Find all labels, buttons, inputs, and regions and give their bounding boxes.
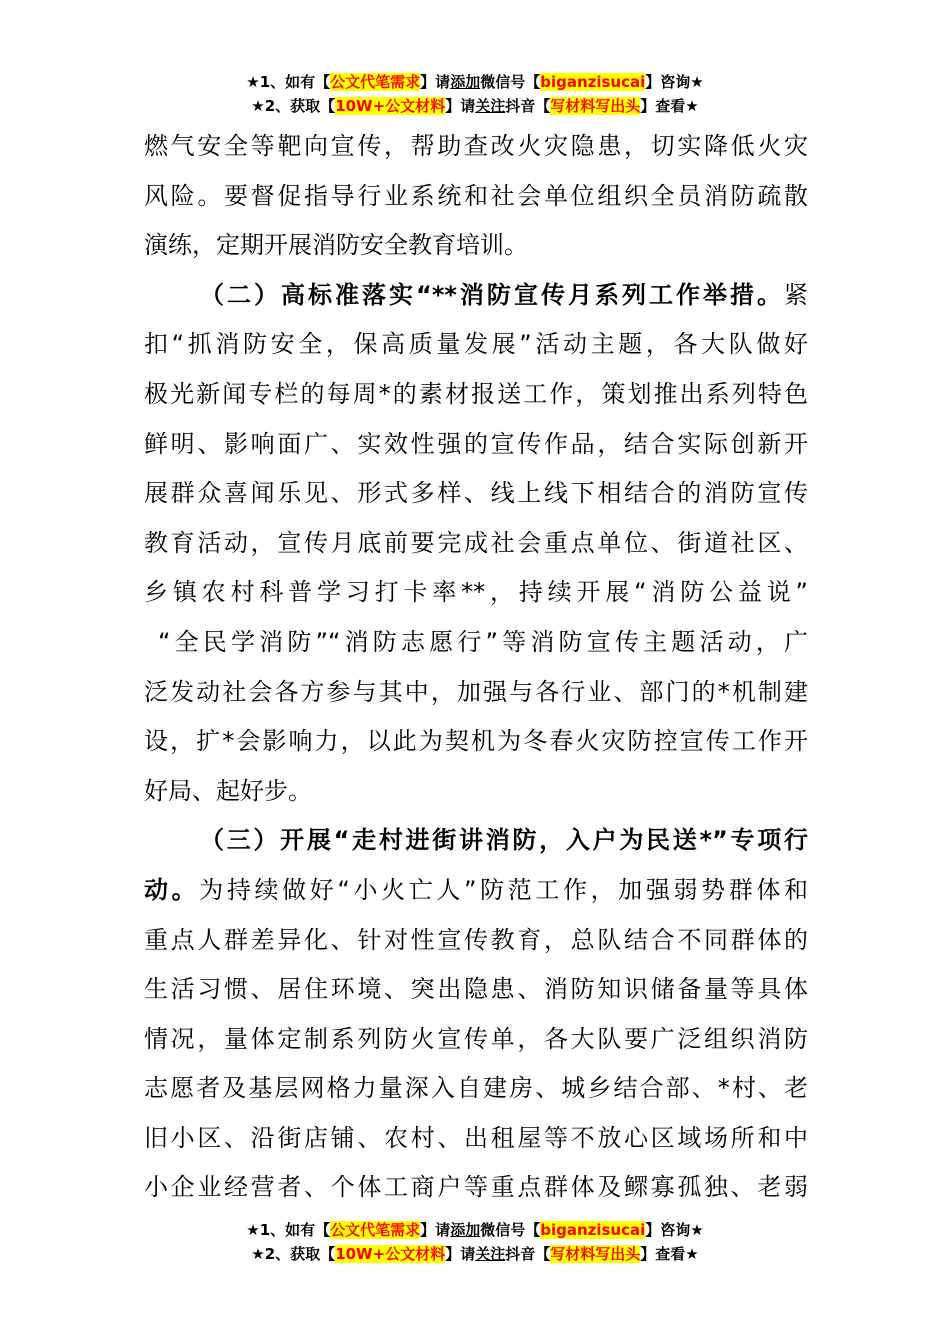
banner-text: 微信号【: [480, 73, 541, 91]
banner-line-2: [0, 94, 950, 118]
text-run: 为持续做好“小火亡人”防范工作，加强弱势群体和: [199, 875, 808, 904]
banner-highlight: 10W+公文材料: [335, 97, 446, 115]
text-line: 好局、起好步。: [144, 776, 312, 805]
banner-text: ★2、获取【: [251, 1245, 336, 1263]
banner-highlight: biganzisucai: [540, 1221, 646, 1239]
text-line: 泛发动社会各方参与其中，加强与各行业、部门的*机制建: [144, 677, 808, 706]
banner-text: 抖音【: [505, 97, 551, 115]
text-line: 扣“抓消防安全，保高质量发展”活动主题，各大队做好: [144, 330, 808, 359]
text-line: 燃气安全等靶向宣传，帮助查改火灾隐患，切实降低火灾: [144, 132, 808, 160]
banner-highlight: 写材料写出头: [550, 97, 641, 115]
banner-text: 】请: [445, 97, 476, 115]
banner-text: 微信号【: [480, 1221, 541, 1239]
text-line: 志愿者及基层网格力量深入自建房、城乡结合部、*村、老: [144, 1074, 808, 1103]
banner-underline: 添加: [450, 1221, 481, 1239]
text-line: 设，扩*会影响力，以此为契机为冬春火灾防控宣传工作开: [144, 727, 808, 756]
text-line: 极光新闻专栏的每周*的素材报送工作，策划推出系列特色: [144, 379, 808, 408]
banner-text: ★2、获取【: [251, 97, 336, 115]
text-line: 鲜明、影响面广、实效性强的宣传作品，结合实际创新开: [144, 429, 808, 458]
banner-text: 】查看★: [640, 97, 699, 115]
text-line: 重点人群差异化、针对性宣传教育，总队结合不同群体的: [144, 925, 808, 954]
banner-highlight: 10W+公文材料: [335, 1245, 446, 1263]
text-run: 紧: [784, 280, 808, 309]
banner-text: 抖音【: [505, 1245, 551, 1263]
text-line: 教育活动，宣传月底前要完成社会重点单位、街道社区、: [144, 528, 808, 557]
text-line: 乡镇农村科普学习打卡率**，持续开展“消防公益说”: [144, 578, 808, 607]
header-banner: [0, 70, 950, 118]
text-line: 旧小区、沿街店铺、农村、出租屋等不放心区域场所和中: [144, 1123, 808, 1152]
banner-highlight: 写材料写出头: [550, 1245, 641, 1263]
footer-banner: [0, 1218, 950, 1266]
banner-text: ★1、如有【: [246, 1221, 331, 1239]
text-line: 演练，定期开展消防安全教育培训。: [144, 231, 528, 260]
banner-text: 】咨询★: [645, 73, 704, 91]
banner-underline: 关注: [475, 97, 506, 115]
banner-highlight: 公文代笔需求: [330, 1221, 421, 1239]
text-line: 展群众喜闻乐见、形式多样、线上线下相结合的消防宣传: [144, 479, 808, 508]
section-heading: （三）开展“走村进街讲消防，入户为民送*”专项行: [200, 826, 808, 855]
section-heading: （二）高标准落实“**消防宣传月系列工作举措。: [200, 280, 784, 309]
text-line: 情况，量体定制系列防火宣传单，各大队要广泛组织消防: [144, 1024, 808, 1053]
section-heading-line: [144, 816, 808, 866]
section-heading-line: [144, 866, 808, 916]
document-body: [144, 122, 808, 1213]
banner-text: 】请: [445, 1245, 476, 1263]
banner-underline: 添加: [450, 73, 481, 91]
banner-line-1: [0, 70, 950, 94]
section-heading-line: [144, 271, 808, 321]
text-line: 风险。要督促指导行业系统和社会单位组织全员消防疏散: [144, 181, 808, 210]
banner-underline: 关注: [475, 1245, 506, 1263]
banner-text: 】咨询★: [645, 1221, 704, 1239]
banner-text: 】请: [420, 1221, 451, 1239]
text-line: “全民学消防”“消防志愿行”等消防宣传主题活动，广: [158, 627, 808, 656]
banner-text: ★1、如有【: [246, 73, 331, 91]
text-line: 小企业经营者、个体工商户等重点群体及鳏寡孤独、老弱: [144, 1173, 808, 1202]
banner-highlight: biganzisucai: [540, 73, 646, 91]
banner-highlight: 公文代笔需求: [330, 73, 421, 91]
banner-line-1: [0, 1218, 950, 1242]
banner-text: 】请: [420, 73, 451, 91]
section-heading: 动。: [144, 875, 200, 904]
banner-line-2: [0, 1242, 950, 1266]
banner-text: 】查看★: [640, 1245, 699, 1263]
text-line: 生活习惯、居住环境、突出隐患、消防知识储备量等具体: [144, 975, 808, 1004]
